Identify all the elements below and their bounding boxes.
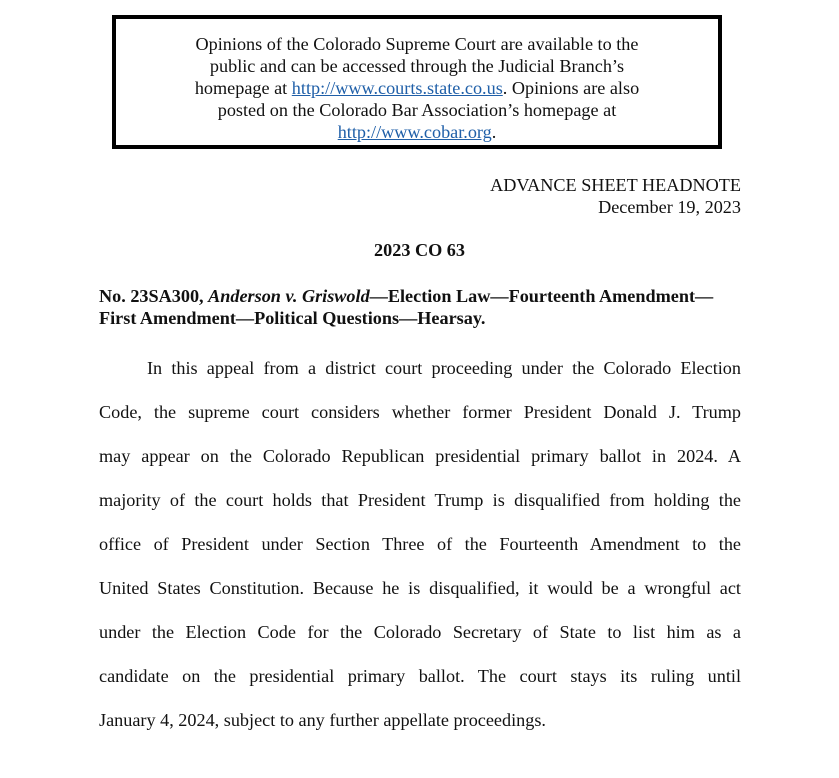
notice-line-2: public and can be accessed through the Judicial Branch’s [209, 56, 625, 76]
case-name: Anderson v. Griswold [208, 286, 370, 306]
case-topics-1: —Election Law—Fourteenth Amendment— [369, 286, 714, 306]
summary-line: January 4, 2024, subject to any further appellate proceedings. [99, 710, 546, 730]
notice-line-3-tail: . Opinions are also [502, 78, 640, 98]
summary-line: candidate on the presidential primary ballot. The court stays its ruling until [99, 666, 741, 686]
notice-line-5 [116, 121, 718, 143]
summary-paragraph [99, 346, 741, 742]
case-number: No. 23SA300, [99, 286, 209, 306]
case-topics-2: First Amendment—Political Questions—Hearsay. [99, 308, 486, 328]
summary-line: Code, the supreme court considers whether former President Donald J. Trump [99, 402, 741, 422]
headnote-label: ADVANCE SHEET HEADNOTE [490, 175, 741, 195]
summary-line: may appear on the Colorado Republican presidential primary ballot in 2024. A [99, 446, 741, 466]
notice-line-3 [116, 77, 718, 99]
summary-line: office of President under Section Three of the Fourteenth Amendment to the [99, 534, 741, 554]
citation: 2023 CO 63 [374, 240, 465, 260]
headnote-block [490, 174, 741, 218]
case-heading [99, 285, 741, 329]
summary-line: majority of the court holds that President Trump is disqualified from holding the [99, 490, 741, 510]
courts-website-link[interactable]: http://www.courts.state.co.us [291, 78, 503, 98]
case-heading-line-1 [99, 285, 741, 307]
cobar-website-link[interactable]: http://www.cobar.org [337, 122, 492, 142]
notice-line-1: Opinions of the Colorado Supreme Court are available to the [195, 34, 639, 54]
summary-line: In this appeal from a district court proceeding under the Colorado Election [147, 358, 741, 378]
notice-line-3-text: homepage at [194, 78, 292, 98]
headnote-date: December 19, 2023 [598, 197, 741, 217]
summary-line: United States Constitution. Because he is disqualified, it would be a wrongful act [99, 578, 741, 598]
notice-line-4: posted on the Colorado Bar Association’s homepage at [217, 100, 617, 120]
availability-notice-box [112, 15, 722, 149]
summary-line: under the Election Code for the Colorado Secretary of State to list him as a [99, 622, 741, 642]
notice-line-5-tail: . [491, 122, 497, 142]
